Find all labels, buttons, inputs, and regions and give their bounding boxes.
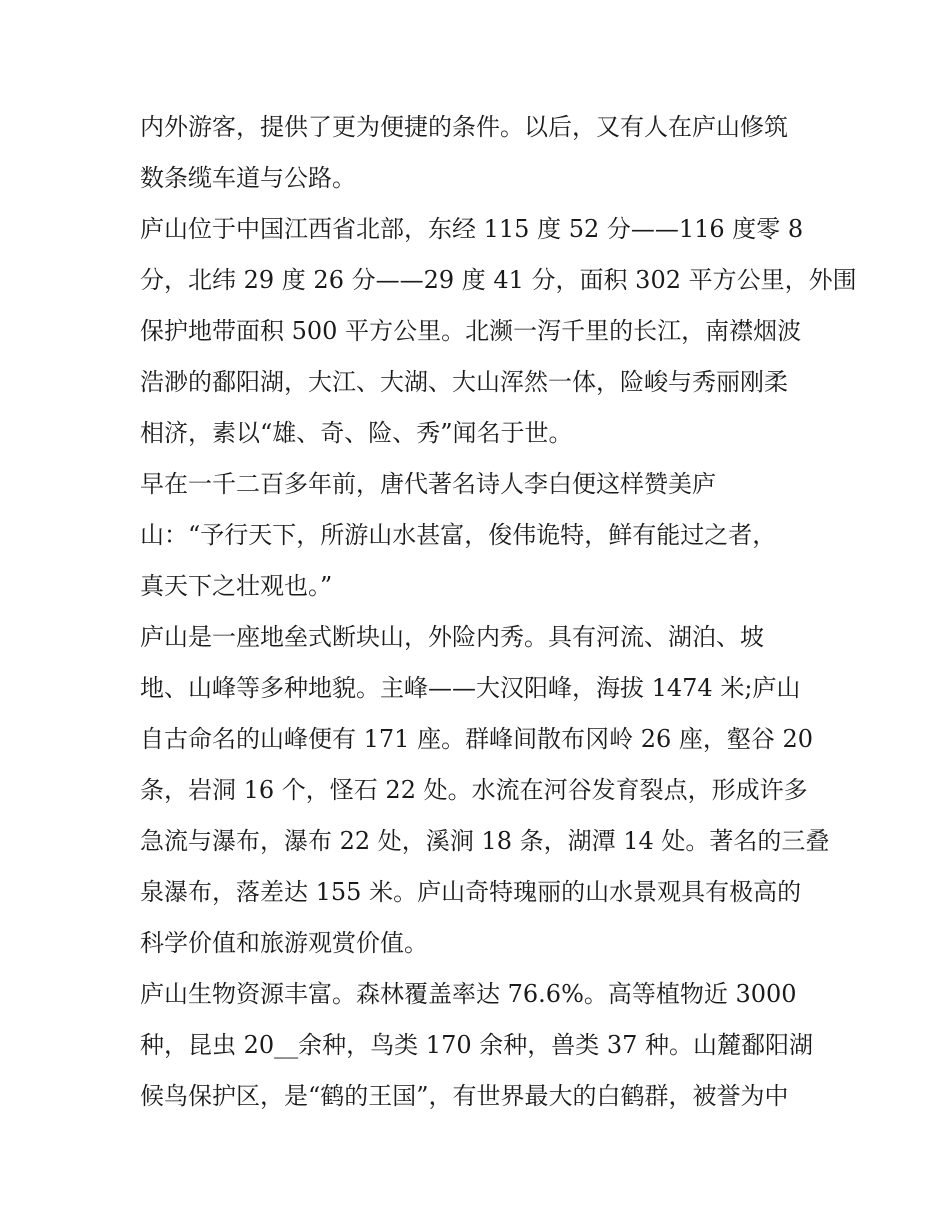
text-line: 地、山峰等多种地貌。主峰——大汉阳峰，海拔 1474 米;庐山 — [140, 674, 801, 702]
text-line: 急流与瀑布，瀑布 22 处，溪涧 18 条，湖潭 14 处。著名的三叠 — [140, 827, 830, 855]
text-line: 相济，素以“雄、奇、险、秀”闻名于世。 — [140, 419, 573, 447]
text-line: 早在一千二百多年前，唐代著名诗人李白便这样赞美庐 — [140, 470, 716, 498]
text-line: 浩渺的鄱阳湖，大江、大湖、大山浑然一体，险峻与秀丽刚柔 — [140, 368, 788, 396]
text-line: 真天下之壮观也。” — [140, 572, 333, 600]
text-line: 庐山位于中国江西省北部，东经 115 度 52 分——116 度零 8 — [140, 215, 804, 243]
text-line: 庐山生物资源丰富。森林覆盖率达 76.6%。高等植物近 3000 — [140, 980, 797, 1008]
text-line: 分，北纬 29 度 26 分——29 度 41 分，面积 302 平方公里，外围 — [140, 266, 857, 294]
text-line: 候鸟保护区，是“鹤的王国”，有世界最大的白鹤群，被誉为中 — [140, 1082, 789, 1110]
text-line: 种，昆虫 20__余种，鸟类 170 余种，兽类 37 种。山麓鄱阳湖 — [140, 1031, 814, 1059]
text-line: 内外游客，提供了更为便捷的条件。以后，又有人在庐山修筑 — [140, 113, 788, 141]
text-line: 泉瀑布，落差达 155 米。庐山奇特瑰丽的山水景观具有极高的 — [140, 878, 802, 906]
text-line: 科学价值和旅游观赏价值。 — [140, 929, 428, 957]
text-line: 数条缆车道与公路。 — [140, 164, 356, 192]
text-line: 庐山是一座地垒式断块山，外险内秀。具有河流、湖泊、坡 — [140, 623, 764, 651]
text-line: 条，岩洞 16 个，怪石 22 处。水流在河谷发育裂点，形成许多 — [140, 776, 808, 804]
text-line: 保护地带面积 500 平方公里。北濒一泻千里的长江，南襟烟波 — [140, 317, 802, 345]
text-line: 山：“予行天下，所游山水甚富，俊伟诡特，鲜有能过之者， — [140, 521, 777, 549]
document-text-body — [140, 102, 857, 1122]
text-line: 自古命名的山峰便有 171 座。群峰间散布冈岭 26 座，壑谷 20 — [140, 725, 814, 753]
